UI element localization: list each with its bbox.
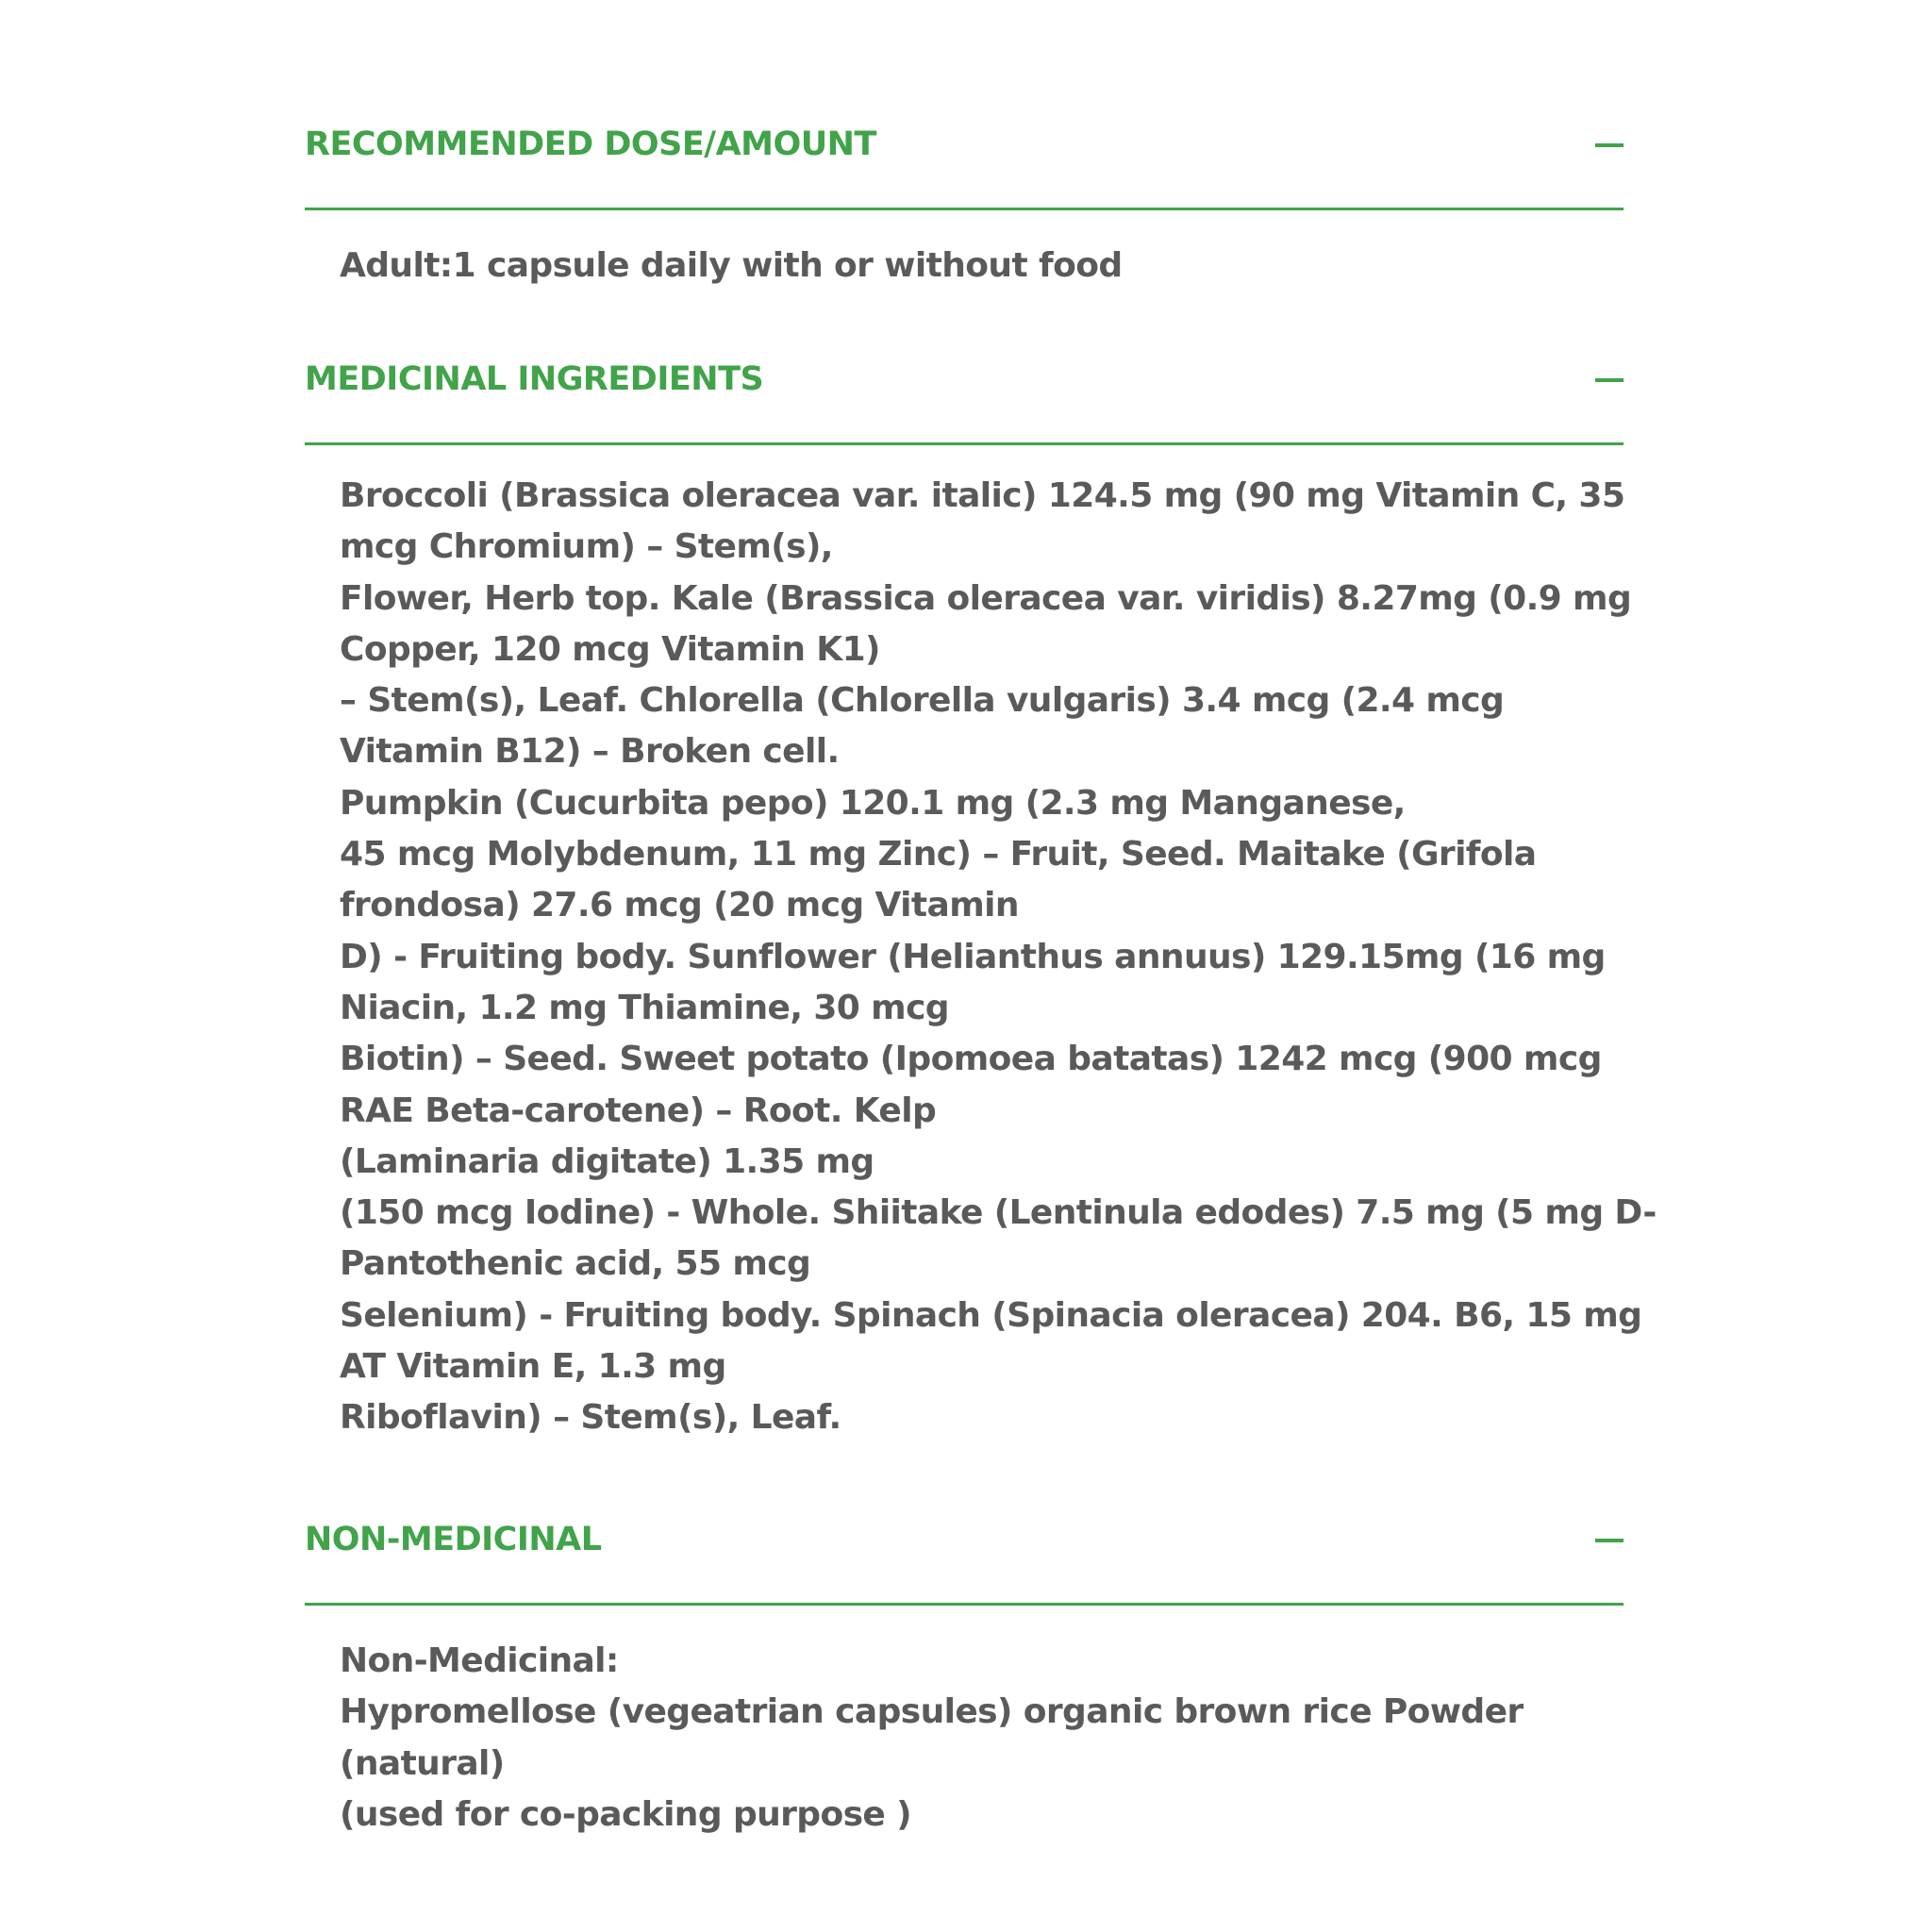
section-title: RECOMMENDED DOSE/AMOUNT [305,125,876,163]
body-line: Selenium) - Fruiting body. Spinach (Spinacia oleracea) 204. B6, 15 mg [340,1295,1642,1335]
section-body [305,1606,1624,1840]
minus-icon[interactable] [1595,143,1624,147]
section-header-medicinal-ingredients[interactable] [305,352,1624,445]
body-line: Copper, 120 mcg Vitamin K1) [340,629,880,669]
body-line: Niacin, 1.2 mg Thiamine, 30 mcg [340,988,949,1027]
section-body [305,445,1657,1444]
body-line: Pantothenic acid, 55 mcg [340,1244,811,1284]
body-line: (150 mcg Iodine) - Whole. Shiitake (Lentinula edodes) 7.5 mg (5 mg D- [340,1193,1657,1233]
body-line: mcg Chromium) – Stem(s), [340,527,833,567]
body-line: Riboflavin) – Stem(s), Leaf. [340,1398,841,1438]
minus-icon[interactable] [1595,1539,1624,1542]
body-line: (Laminaria digitate) 1.35 mg [340,1141,874,1181]
body-line: Non-Medicinal: [340,1641,619,1680]
body-line: Flower, Herb top. Kale (Brassica oleracea var. viridis) 8.27mg (0.9 mg [340,578,1632,618]
section-header-recommended-dose[interactable] [305,117,1624,210]
body-line: D) - Fruiting body. Sunflower (Helianthus annuus) 129.15mg (16 mg [340,937,1606,976]
section-title: NON-MEDICINAL [305,1521,602,1558]
body-line: Vitamin B12) – Broken cell. [340,732,840,772]
section-title: MEDICINAL INGREDIENTS [305,360,764,398]
body-line: – Stem(s), Leaf. Chlorella (Chlorella vulgaris) 3.4 mcg (2.4 mcg [340,681,1505,721]
body-line: (used for co-packing purpose ) [340,1794,912,1834]
body-line: AT Vitamin E, 1.3 mg [340,1347,726,1387]
body-line: frondosa) 27.6 mcg (20 mcg Vitamin [340,886,1019,925]
section-non-medicinal [305,1512,1624,1840]
body-line: Pumpkin (Cucurbita pepo) 120.1 mg (2.3 mg Manganese, [340,783,1406,823]
minus-icon[interactable] [1595,378,1624,382]
section-body [305,210,1624,291]
body-line: (natural) [340,1743,505,1783]
section-medicinal-ingredients [305,352,1657,1444]
body-line: Biotin) – Seed. Sweet potato (Ipomoea batatas) 1242 mcg (900 mcg [340,1040,1602,1079]
body-line: 45 mcg Molybdenum, 11 mg Zinc) – Fruit, Seed. Maitake (Grifola [340,835,1537,874]
body-line: Hypromellose (vegeatrian capsules) organic brown rice Powder [340,1692,1524,1732]
body-line: RAE Beta-carotene) – Root. Kelp [340,1091,937,1130]
section-recommended-dose [305,117,1624,291]
body-line: Broccoli (Brassica oleracea var. italic) 124.5 mg (90 mg Vitamin C, 35 [340,476,1625,515]
section-header-non-medicinal[interactable] [305,1512,1624,1606]
body-line: Adult:1 capsule daily with or without food [340,246,1123,285]
